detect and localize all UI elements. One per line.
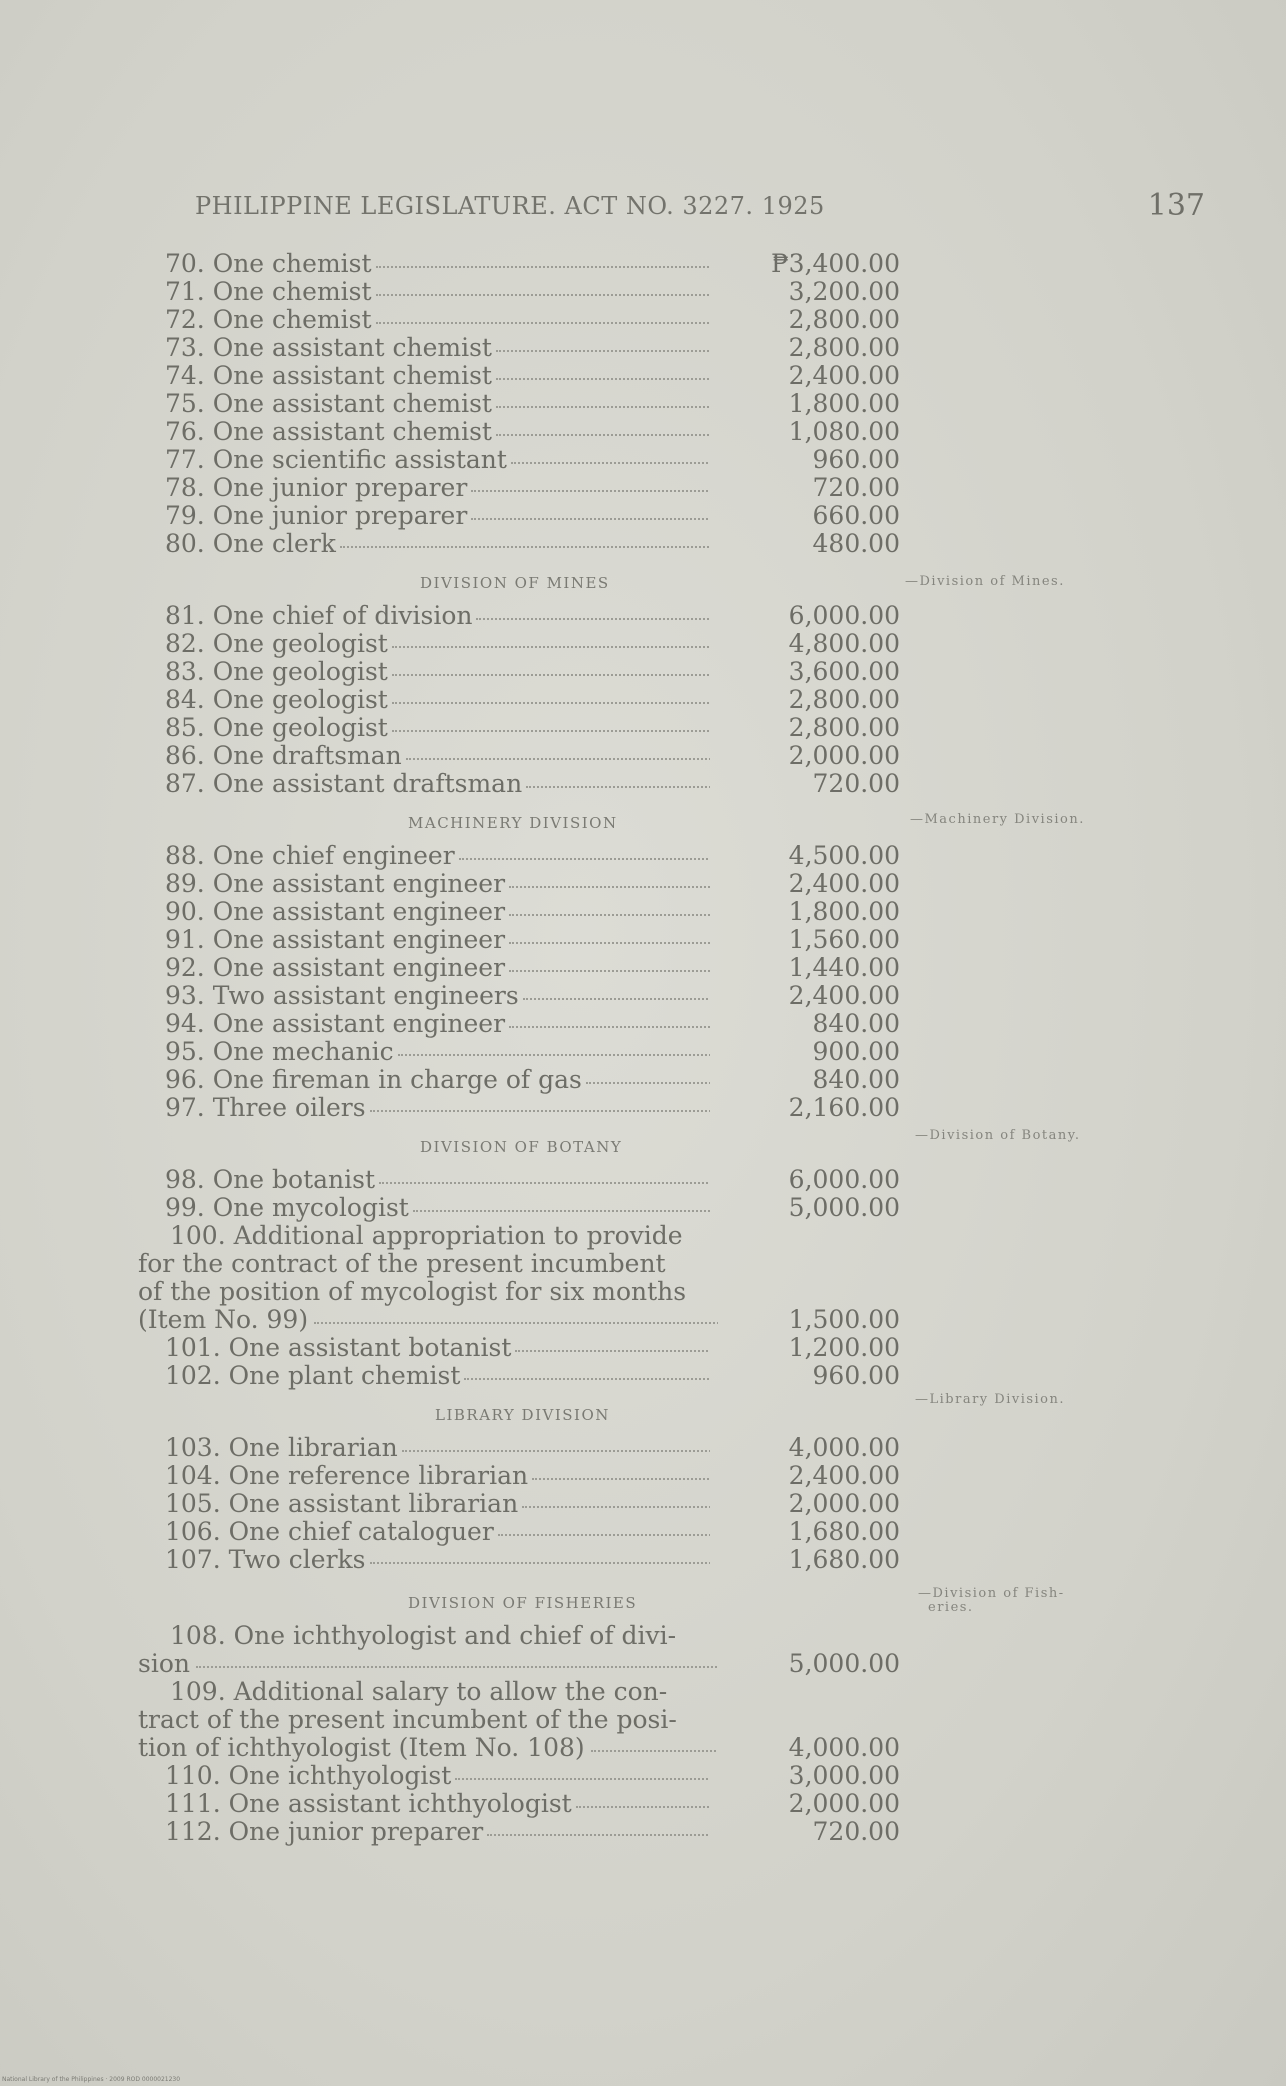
line-item: [0, 362, 1286, 390]
line-item-amount: 2,800.00: [788, 333, 900, 362]
dot-leader: [509, 914, 710, 916]
dot-leader: [509, 1026, 710, 1028]
line-item-amount: 4,800.00: [788, 629, 900, 658]
line-item-amount: 2,800.00: [788, 685, 900, 714]
dot-leader: [487, 1834, 710, 1836]
line-item-amount: 1,800.00: [788, 897, 900, 926]
line-item: [0, 474, 1286, 502]
dot-leader: [586, 1082, 710, 1084]
line-item-label: 98. One botanist: [165, 1166, 710, 1194]
line-item: [0, 954, 1286, 982]
line-item-label: 75. One assistant chemist: [165, 390, 710, 418]
line-item-label: 82. One geologist: [165, 630, 710, 658]
line-item-label: 85. One geologist: [165, 714, 710, 742]
line-item: [0, 1434, 1286, 1462]
dot-leader: [471, 518, 710, 520]
line-item-label: 110. One ichthyologist: [165, 1762, 710, 1790]
line-item: [0, 658, 1286, 686]
paragraph-line: 100. Additional appropriation to provide: [170, 1221, 683, 1250]
line-item-amount: 5,000.00: [788, 1649, 900, 1678]
line-item-amount: 900.00: [812, 1037, 900, 1066]
line-item-amount: 1,800.00: [788, 389, 900, 418]
page-header: [195, 188, 1205, 228]
line-item-amount: 2,000.00: [788, 741, 900, 770]
line-item-amount: 2,400.00: [788, 361, 900, 390]
line-item-amount: 840.00: [812, 1065, 900, 1094]
line-item-label: 97. Three oilers: [165, 1094, 710, 1122]
dot-leader: [591, 1750, 718, 1752]
line-item-label: 111. One assistant ichthyologist: [165, 1790, 710, 1818]
dot-leader: [496, 378, 710, 380]
line-item-label: 83. One geologist: [165, 658, 710, 686]
line-item-label: 101. One assistant botanist: [165, 1334, 710, 1362]
line-item-amount: 3,600.00: [788, 657, 900, 686]
dot-leader: [379, 1182, 710, 1184]
paragraph-line: 109. Additional salary to allow the con-: [170, 1677, 668, 1706]
line-item: [0, 602, 1286, 630]
dot-leader: [515, 1350, 710, 1352]
line-item: [0, 250, 1286, 278]
paragraph-line: for the contract of the present incumbent: [138, 1249, 666, 1278]
line-item: [0, 1334, 1286, 1362]
line-item: [0, 926, 1286, 954]
dot-leader: [370, 1110, 710, 1112]
line-item: [0, 1166, 1286, 1194]
line-item: [0, 982, 1286, 1010]
dot-leader: [376, 294, 710, 296]
line-item-label: 76. One assistant chemist: [165, 418, 710, 446]
library-group: [0, 1434, 1286, 1574]
line-item-amount: 480.00: [812, 529, 900, 558]
item-109-paragraph: [0, 1678, 1286, 1762]
line-item: [0, 1066, 1286, 1094]
line-item-amount: 6,000.00: [788, 601, 900, 630]
line-item-label: 102. One plant chemist: [165, 1362, 710, 1390]
line-item-amount: 720.00: [812, 473, 900, 502]
line-item-amount: 2,400.00: [788, 981, 900, 1010]
line-item-amount: ₱3,400.00: [771, 249, 900, 278]
line-item-amount: 2,000.00: [788, 1789, 900, 1818]
botany-group-b: [0, 1334, 1286, 1390]
margin-note-botany: —Division of Botany.: [915, 1128, 1081, 1143]
section-heading-mines: DIVISION OF MINES —Division of Mines.: [420, 574, 1065, 592]
dot-leader: [511, 462, 710, 464]
line-item-label: 112. One junior preparer: [165, 1818, 710, 1846]
dot-leader: [376, 322, 710, 324]
line-item-amount: 3,200.00: [788, 277, 900, 306]
margin-note-fisheries-2: eries.: [928, 1600, 974, 1615]
line-item: [0, 418, 1286, 446]
line-item-label: 71. One chemist: [165, 278, 710, 306]
line-item: [0, 1462, 1286, 1490]
line-item-amount: 4,000.00: [788, 1733, 900, 1762]
page-number: 137: [1147, 188, 1205, 223]
section-heading-botany: DIVISION OF BOTANY —Division of Botany.: [420, 1128, 1081, 1156]
line-item-label: 86. One draftsman: [165, 742, 710, 770]
line-item-amount: 2,800.00: [788, 305, 900, 334]
line-item-label: 94. One assistant engineer: [165, 1010, 710, 1038]
dot-leader: [413, 1210, 710, 1212]
section-heading-library: LIBRARY DIVISION —Library Division.: [435, 1392, 1066, 1424]
margin-note-mines: —Division of Mines.: [905, 574, 1065, 589]
line-item-amount: 4,500.00: [788, 841, 900, 870]
line-item-amount: 6,000.00: [788, 1165, 900, 1194]
line-item: [0, 898, 1286, 926]
paragraph-line: 1,500.00 (Item No. 99): [0, 1306, 1286, 1334]
line-item: [0, 1094, 1286, 1122]
footer-credit: National Library of the Philippines · 2009 ROD 0000021230: [2, 2076, 181, 2083]
dot-leader: [340, 546, 710, 548]
dot-leader: [576, 1806, 710, 1808]
line-item: [0, 1518, 1286, 1546]
machinery-group: [0, 842, 1286, 1122]
line-item-label: 96. One fireman in charge of gas: [165, 1066, 710, 1094]
dot-leader: [398, 1054, 710, 1056]
line-item: [0, 1362, 1286, 1390]
line-item-label: 107. Two clerks: [165, 1546, 710, 1574]
section-heading-machinery: MACHINERY DIVISION —Machinery Division.: [408, 812, 1085, 832]
dot-leader: [392, 702, 710, 704]
line-item-amount: 4,000.00: [788, 1433, 900, 1462]
appropriation-list: [0, 250, 1286, 1846]
mines-group: [0, 602, 1286, 798]
dot-leader: [496, 406, 710, 408]
line-item-label: 90. One assistant engineer: [165, 898, 710, 926]
line-item-label: 93. Two assistant engineers: [165, 982, 710, 1010]
line-item-label: 99. One mycologist: [165, 1194, 710, 1222]
line-item-amount: 720.00: [812, 1817, 900, 1846]
dot-leader: [476, 618, 710, 620]
line-item-label: 105. One assistant librarian: [165, 1490, 710, 1518]
dot-leader: [406, 758, 710, 760]
line-item-amount: 2,160.00: [788, 1093, 900, 1122]
running-head: PHILIPPINE LEGISLATURE. ACT NO. 3227. 1925: [195, 192, 825, 220]
paragraph-line: 4,000.00 tion of ichthyologist (Item No. 108): [0, 1734, 1286, 1762]
line-item: [0, 1010, 1286, 1038]
dot-leader: [392, 674, 710, 676]
line-item-label: 81. One chief of division: [165, 602, 710, 630]
line-item-amount: 3,000.00: [788, 1761, 900, 1790]
dot-leader: [496, 350, 710, 352]
dot-leader: [523, 998, 710, 1000]
fisheries-group: [0, 1762, 1286, 1846]
line-item-label: 92. One assistant engineer: [165, 954, 710, 982]
line-item: [0, 686, 1286, 714]
line-item-amount: 960.00: [812, 445, 900, 474]
line-item: [0, 1790, 1286, 1818]
line-item-amount: 2,400.00: [788, 1461, 900, 1490]
line-item-amount: 720.00: [812, 769, 900, 798]
dot-leader: [196, 1666, 718, 1668]
dot-leader: [509, 886, 710, 888]
line-item-amount: 2,400.00: [788, 869, 900, 898]
line-item-label: 79. One junior preparer: [165, 502, 710, 530]
line-item-amount: 1,080.00: [788, 417, 900, 446]
line-item: [0, 446, 1286, 474]
line-item: [0, 278, 1286, 306]
dot-leader: [392, 730, 710, 732]
line-item: [0, 1194, 1286, 1222]
line-item-label: 91. One assistant engineer: [165, 926, 710, 954]
line-item-label: 88. One chief engineer: [165, 842, 710, 870]
dot-leader: [464, 1378, 710, 1380]
dot-leader: [392, 646, 710, 648]
line-item-label: 80. One clerk: [165, 530, 710, 558]
dot-leader: [471, 490, 710, 492]
item-108-paragraph: [0, 1622, 1286, 1678]
line-item: [0, 1818, 1286, 1846]
dot-leader: [509, 942, 710, 944]
line-item-amount: 1,680.00: [788, 1517, 900, 1546]
line-item-label: 104. One reference librarian: [165, 1462, 710, 1490]
line-item: [0, 630, 1286, 658]
line-item: [0, 842, 1286, 870]
line-item-amount: 5,000.00: [788, 1193, 900, 1222]
line-item-label: 84. One geologist: [165, 686, 710, 714]
line-item-amount: 1,560.00: [788, 925, 900, 954]
line-item: [0, 870, 1286, 898]
line-item-amount: 1,200.00: [788, 1333, 900, 1362]
dot-leader: [522, 1506, 710, 1508]
line-item-label: 89. One assistant engineer: [165, 870, 710, 898]
dot-leader: [526, 786, 710, 788]
item-100-paragraph: [0, 1222, 1286, 1334]
line-item: [0, 334, 1286, 362]
line-item-amount: 960.00: [812, 1361, 900, 1390]
line-item: [0, 1762, 1286, 1790]
botany-group-a: [0, 1166, 1286, 1222]
line-item: [0, 530, 1286, 558]
dot-leader: [509, 970, 710, 972]
line-item-label: 106. One chief cataloguer: [165, 1518, 710, 1546]
margin-note-fisheries-1: —Division of Fish-: [918, 1586, 1065, 1601]
dot-leader: [455, 1778, 710, 1780]
margin-note-machinery: —Machinery Division.: [910, 812, 1085, 827]
paragraph-line: 5,000.00 sion: [138, 1649, 900, 1678]
line-item: [0, 1546, 1286, 1574]
line-item-amount: 1,680.00: [788, 1545, 900, 1574]
line-item-label: 78. One junior preparer: [165, 474, 710, 502]
paragraph-line: of the position of mycologist for six months: [138, 1277, 687, 1306]
line-item-amount: 660.00: [812, 501, 900, 530]
dot-leader: [459, 858, 710, 860]
margin-note-library: —Library Division.: [915, 1392, 1066, 1407]
line-item: [0, 1490, 1286, 1518]
line-item: [0, 1038, 1286, 1066]
line-item: [0, 770, 1286, 798]
dot-leader: [402, 1450, 710, 1452]
dot-leader: [376, 266, 710, 268]
chemist-group: [0, 250, 1286, 558]
line-item-label: 72. One chemist: [165, 306, 710, 334]
dot-leader: [370, 1562, 710, 1564]
line-item: [0, 714, 1286, 742]
line-item-label: 95. One mechanic: [165, 1038, 710, 1066]
line-item: [0, 390, 1286, 418]
line-item-label: 70. One chemist: [165, 250, 710, 278]
section-heading-fisheries: DIVISION OF FISHERIES —Division of Fish- eries.: [408, 1586, 1065, 1615]
dot-leader: [532, 1478, 710, 1480]
line-item-amount: 1,500.00: [788, 1305, 900, 1334]
line-item: [0, 306, 1286, 334]
dot-leader: [498, 1534, 710, 1536]
line-item-amount: 840.00: [812, 1009, 900, 1038]
dot-leader: [314, 1322, 718, 1324]
line-item-label: 77. One scientific assistant: [165, 446, 710, 474]
dot-leader: [496, 434, 710, 436]
line-item-label: 73. One assistant chemist: [165, 334, 710, 362]
line-item-amount: 1,440.00: [788, 953, 900, 982]
line-item-label: 87. One assistant draftsman: [165, 770, 710, 798]
paragraph-line: 108. One ichthyologist and chief of divi-: [170, 1621, 677, 1650]
paragraph-line: tract of the present incumbent of the posi-: [138, 1705, 677, 1734]
line-item-label: 74. One assistant chemist: [165, 362, 710, 390]
line-item: [0, 502, 1286, 530]
line-item-amount: 2,800.00: [788, 713, 900, 742]
line-item-label: 103. One librarian: [165, 1434, 710, 1462]
line-item-amount: 2,000.00: [788, 1489, 900, 1518]
line-item: [0, 742, 1286, 770]
